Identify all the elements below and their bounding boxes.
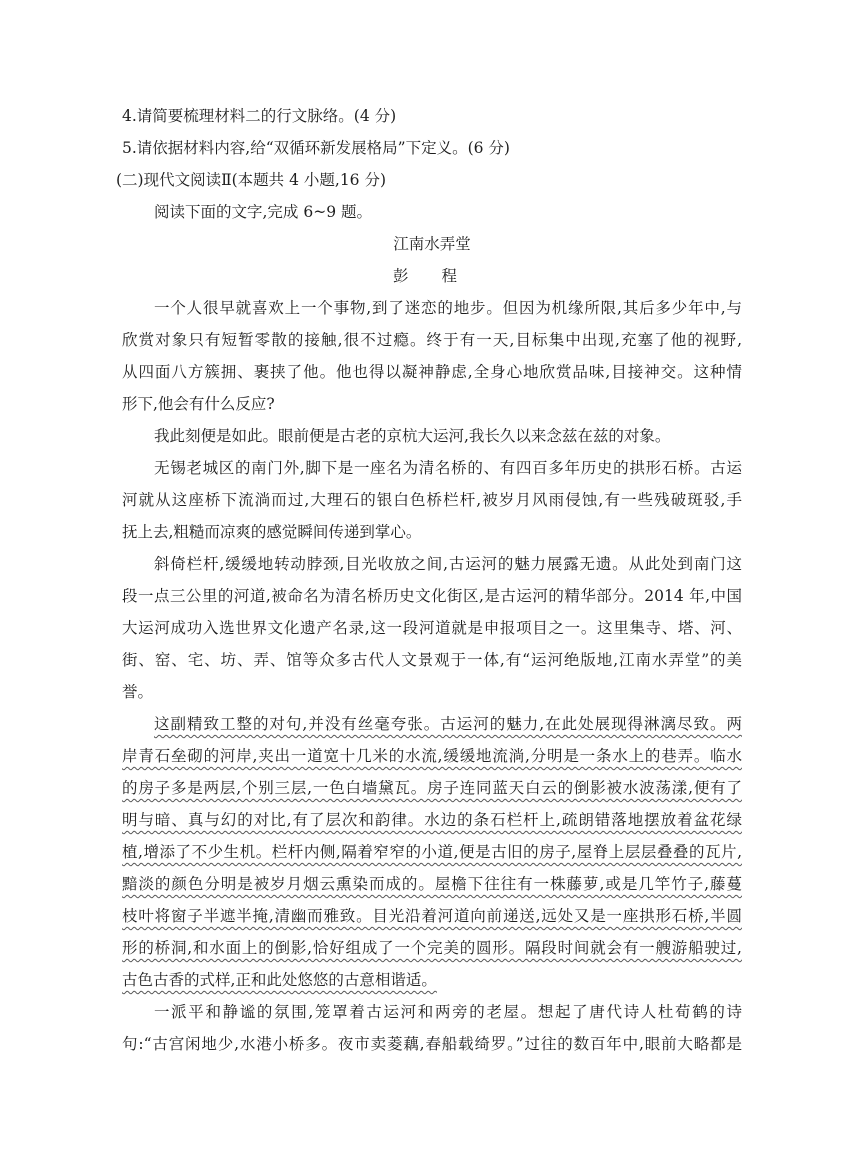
- article-line: 抚上去,粗糙而凉爽的感觉瞬间传递到掌心。: [122, 523, 422, 541]
- article-line: 街、窑、宅、坊、弄、馆等众多古代人文景观于一体,有“运河绝版地,江南水弄堂”的美: [122, 651, 742, 669]
- article-line: 形下,他会有什么反应?: [122, 395, 275, 413]
- article-author: 彭 程: [393, 267, 471, 285]
- article-line: 从四面八方簇拥、裹挟了他。他也得以凝神静虑,全身心地欣赏品味,目接神交。这种情: [122, 363, 742, 381]
- article-line: 誉。: [122, 683, 154, 701]
- article-line: 无锡老城区的南门外,脚下是一座名为清名桥的、有四百多年历史的拱形石桥。古运: [154, 459, 742, 477]
- article-line: 河就从这座桥下流淌而过,大理石的银白色桥栏杆,被岁月风雨侵蚀,有一些残破斑驳,手: [122, 491, 742, 509]
- underlined-line: 岸青石垒砌的河岸,夹出一道宽十几米的水流,缓缓地流淌,分明是一条水上的巷弄。临水: [122, 747, 742, 765]
- article-line: 一个人很早就喜欢上一个事物,到了迷恋的地步。但因为机缘所限,其后多少年中,与: [154, 299, 742, 317]
- question-5: 5.请依据材料内容,给“双循环新发展格局”下定义。(6 分): [122, 139, 510, 157]
- article-line: 大运河成功入选世界文化遗产名录,这一段河道就是申报项目之一。这里集寺、塔、河、: [122, 619, 742, 637]
- underlined-line: 古色古香的式样,正和此处悠悠的古意相谐适。: [122, 971, 437, 989]
- underlined-line: 黯淡的颜色分明是被岁月烟云熏染而成的。屋檐下往往有一株藤萝,或是几竿竹子,藤蔓: [122, 875, 742, 893]
- underlined-line: 形的桥洞,和水面上的倒影,恰好组成了一个完美的圆形。隔段时间就会有一艘游船驶过,: [122, 939, 742, 957]
- underlined-line: 明与暗、真与幻的对比,有了层次和韵律。水边的条石栏杆上,疏朗错落地摆放着盆花绿: [122, 811, 742, 829]
- reading-instruction: 阅读下面的文字,完成 6~9 题。: [154, 203, 372, 221]
- article-title: 江南水弄堂: [393, 235, 471, 253]
- article-line: 斜倚栏杆,缓缓地转动脖颈,目光收放之间,古运河的魅力展露无遗。从此处到南门这: [154, 555, 742, 573]
- article-line: 句:“古宫闲地少,水港小桥多。夜市卖菱藕,春船载绮罗。”过往的数百年中,眼前大略都是: [122, 1035, 742, 1053]
- question-4: 4.请简要梳理材料二的行文脉络。(4 分): [122, 107, 397, 125]
- underlined-line: 植,增添了不少生机。栏杆内侧,隔着窄窄的小道,便是古旧的房子,屋脊上层层叠叠的瓦片,: [122, 843, 742, 861]
- underlined-line: 的房子多是两层,个别三层,一色白墙黛瓦。房子连同蓝天白云的倒影被水波荡漾,便有了: [122, 779, 742, 797]
- underlined-line: 这副精致工整的对句,并没有丝毫夸张。古运河的魅力,在此处展现得淋漓尽致。两: [154, 715, 742, 733]
- article-line: 欣赏对象只有短暂零散的接触,很不过瘾。终于有一天,目标集中出现,充塞了他的视野,: [122, 331, 742, 349]
- section-heading: (二)现代文阅读Ⅱ(本题共 4 小题,16 分): [116, 171, 387, 189]
- underlined-line: 枝叶将窗子半遮半掩,清幽而雅致。目光沿着河道向前递送,远处又是一座拱形石桥,半圆: [122, 907, 742, 925]
- article-line: 一派平和静谧的氛围,笼罩着古运河和两旁的老屋。想起了唐代诗人杜荀鹤的诗: [154, 1003, 742, 1021]
- article-line: 段一点三公里的河道,被命名为清名桥历史文化街区,是古运河的精华部分。2014 年,中国: [122, 587, 742, 605]
- article-line: 我此刻便是如此。眼前便是古老的京杭大运河,我长久以来念兹在兹的对象。: [154, 427, 671, 445]
